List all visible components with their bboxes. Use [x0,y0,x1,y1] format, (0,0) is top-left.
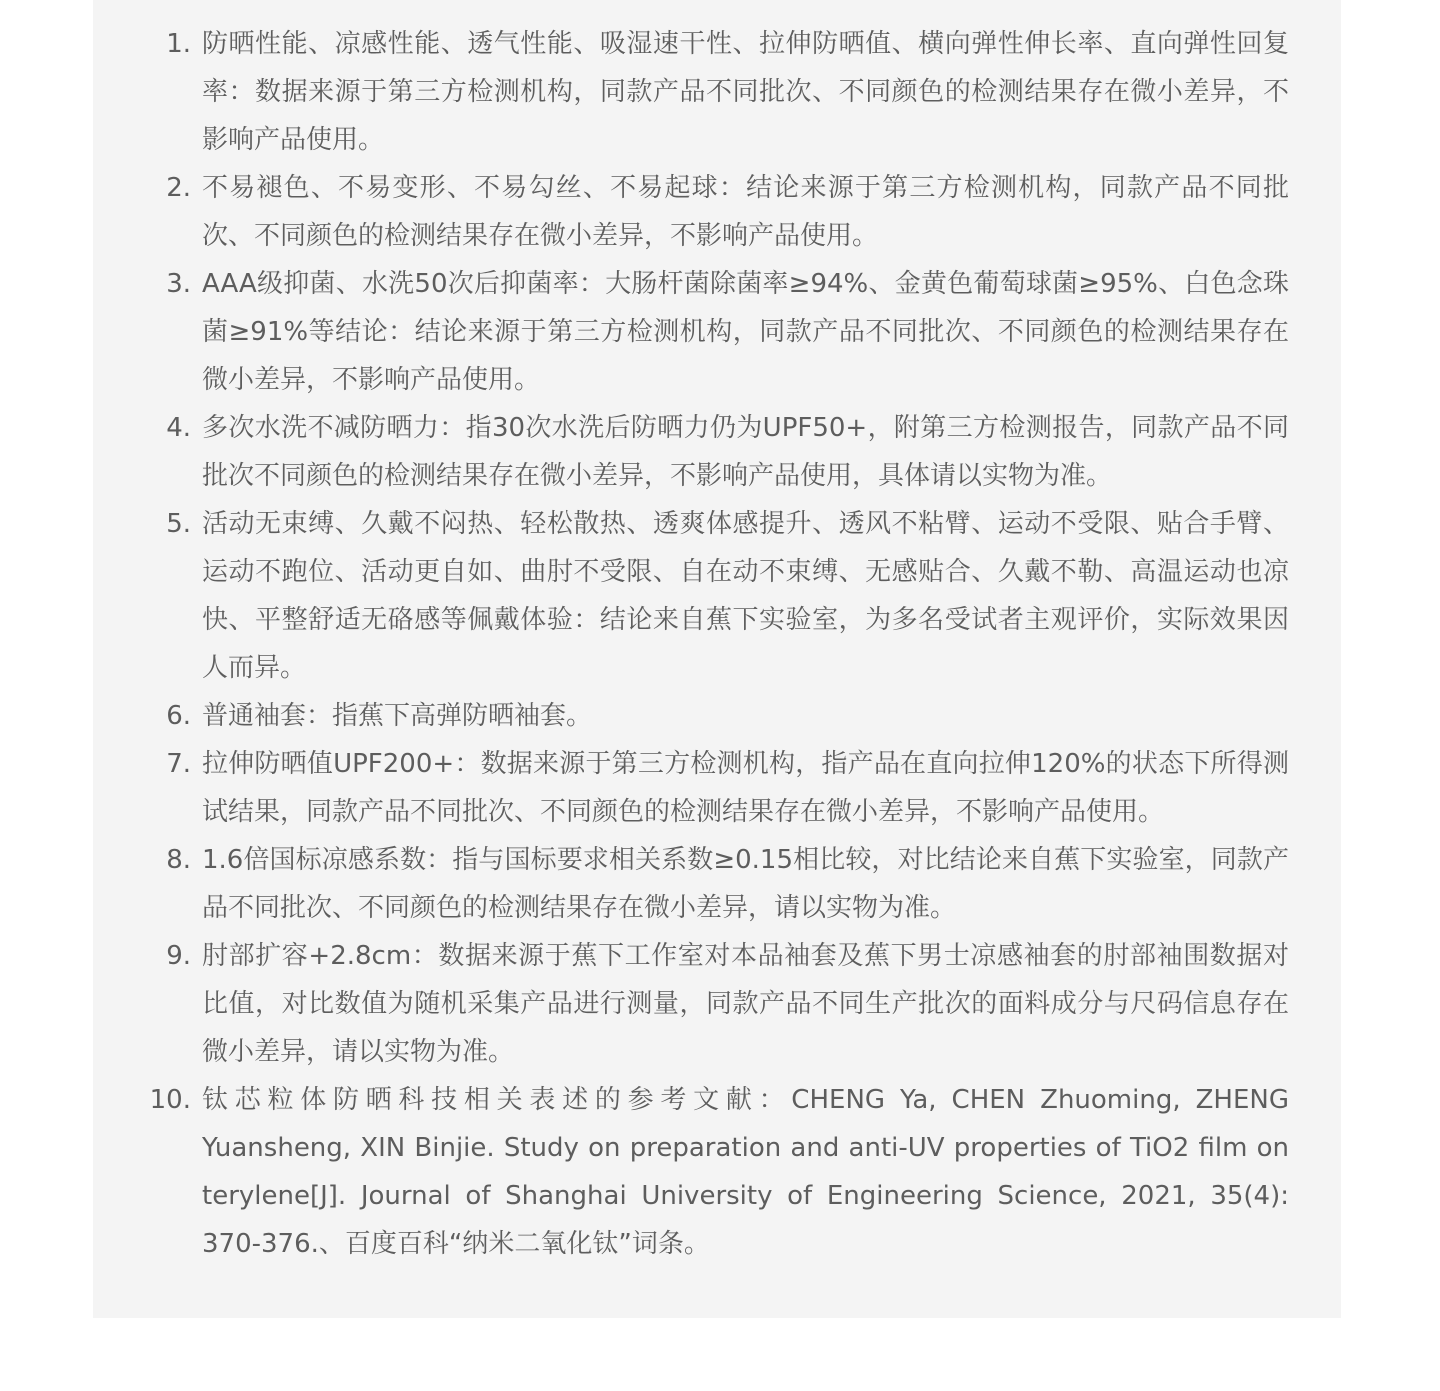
note-item-3 [93,260,1341,404]
note-number: 2. [166,173,191,203]
note-text: 钛芯粒体防晒科技相关表述的参考文献：CHENG Ya, CHEN Zhuoming, ZHENG Yuansheng, XIN Binjie. Study on preparation and anti-UV properties of TiO2 film on terylene[J]. Journal of Shanghai University of Engineering Science, 2021, 35(4): 370-376.、百度百科“纳米二氧化钛”词条。 [202,1085,1289,1259]
note-item-2 [93,164,1341,260]
disclaimer-panel [93,0,1341,1318]
note-item-6 [93,692,1341,740]
note-number: 6. [166,701,191,731]
note-text: 1.6倍国标凉感系数：指与国标要求相关系数≥0.15相比较，对比结论来自蕉下实验室，同款产品不同批次、不同颜色的检测结果存在微小差异，请以实物为准。 [202,845,1289,923]
note-text: 活动无束缚、久戴不闷热、轻松散热、透爽体感提升、透风不粘臂、运动不受限、贴合手臂、运动不跑位、活动更自如、曲肘不受限、自在动不束缚、无感贴合、久戴不勒、高温运动也凉快、平整舒适无硌感等佩戴体验：结论来自蕉下实验室，为多名受试者主观评价，实际效果因人而异。 [202,509,1289,683]
note-item-7 [93,740,1341,836]
note-item-8 [93,836,1341,932]
note-number: 5. [166,509,191,539]
note-number: 1. [166,29,191,59]
note-number: 8. [166,845,191,875]
disclaimer-list [93,20,1341,1268]
note-item-9 [93,932,1341,1076]
note-item-1 [93,20,1341,164]
note-text: 普通袖套：指蕉下高弹防晒袖套。 [202,701,593,731]
note-number: 3. [166,269,191,299]
note-item-5 [93,500,1341,692]
note-text: 肘部扩容+2.8cm：数据来源于蕉下工作室对本品袖套及蕉下男士凉感袖套的肘部袖围数据对比值，对比数值为随机采集产品进行测量，同款产品不同生产批次的面料成分与尺码信息存在微小差异，请以实物为准。 [202,941,1289,1067]
note-text: 防晒性能、凉感性能、透气性能、吸湿速干性、拉伸防晒值、横向弹性伸长率、直向弹性回复率：数据来源于第三方检测机构，同款产品不同批次、不同颜色的检测结果存在微小差异，不影响产品使用。 [202,29,1289,155]
note-number: 7. [166,749,191,779]
note-item-4 [93,404,1341,500]
note-number: 10. [149,1085,191,1115]
note-number: 9. [166,941,191,971]
note-number: 4. [166,413,191,443]
note-item-10 [93,1076,1341,1268]
note-text: AAA级抑菌、水洗50次后抑菌率：大肠杆菌除菌率≥94%、金黄色葡萄球菌≥95%、白色念珠菌≥91%等结论：结论来源于第三方检测机构，同款产品不同批次、不同颜色的检测结果存在微小差异，不影响产品使用。 [202,269,1289,395]
note-text: 拉伸防晒值UPF200+：数据来源于第三方检测机构，指产品在直向拉伸120%的状态下所得测试结果，同款产品不同批次、不同颜色的检测结果存在微小差异，不影响产品使用。 [202,749,1289,827]
note-text: 不易褪色、不易变形、不易勾丝、不易起球：结论来源于第三方检测机构，同款产品不同批次、不同颜色的检测结果存在微小差异，不影响产品使用。 [202,173,1289,251]
note-text: 多次水洗不减防晒力：指30次水洗后防晒力仍为UPF50+，附第三方检测报告，同款产品不同批次不同颜色的检测结果存在微小差异，不影响产品使用，具体请以实物为准。 [202,413,1289,491]
